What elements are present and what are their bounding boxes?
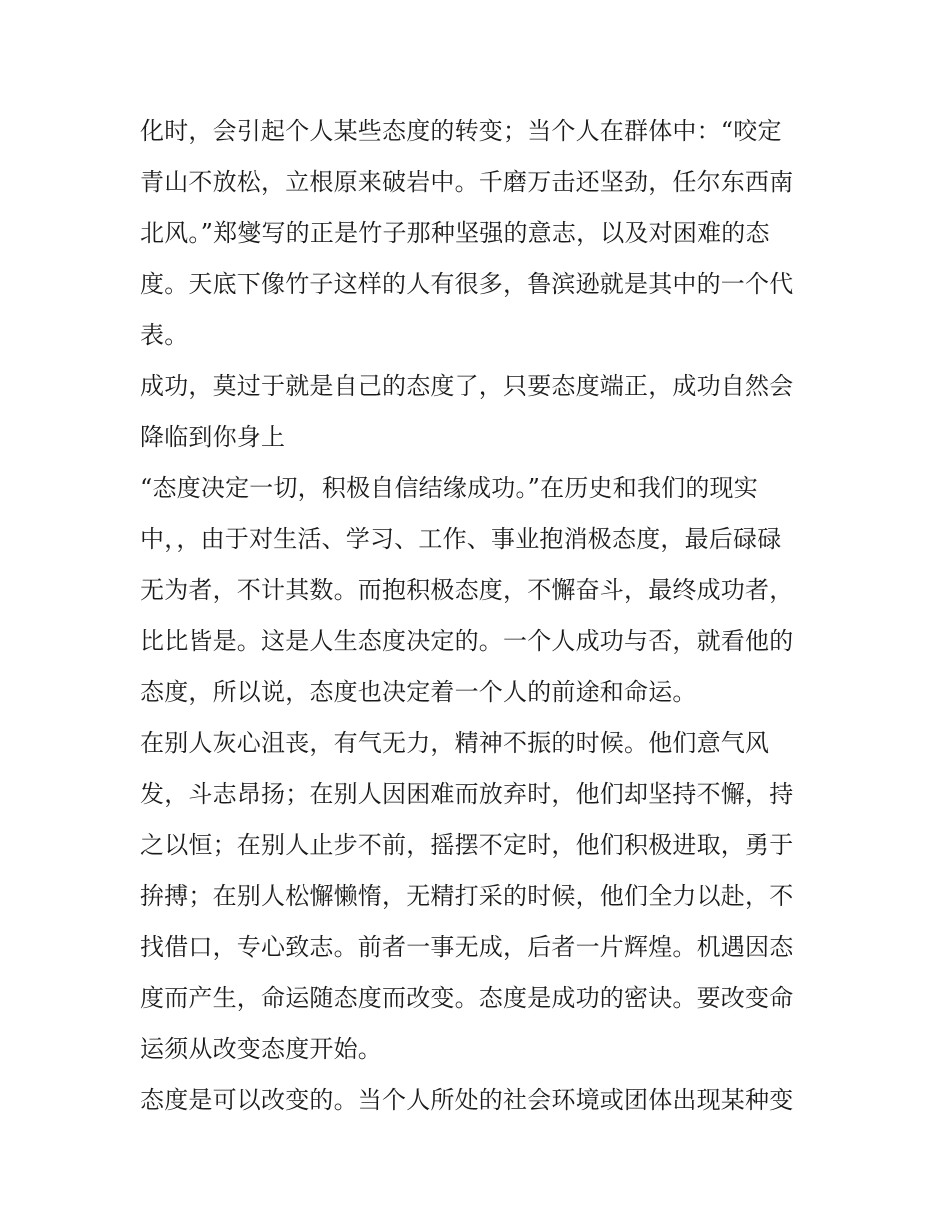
text-line: “态度决定一切，积极自信结缘成功。”在历史和我们的现实	[140, 474, 758, 502]
text-line: 度。天底下像竹子这样的人有很多，鲁滨逊就是其中的一个代	[140, 270, 794, 298]
text-line: 青山不放松，立根原来破岩中。千磨万击还坚劲，任尔东西南	[140, 168, 794, 196]
text-line: 化时，会引起个人某些态度的转变；当个人在群体中：“咬定	[140, 117, 782, 145]
text-line: 拚搏；在别人松懈懒惰，无精打采的时候，他们全力以赴，不	[140, 882, 794, 910]
text-line: 度而产生，命运随态度而改变。态度是成功的密诀。要改变命	[140, 984, 794, 1012]
text-line: 之以恒；在别人止步不前，摇摆不定时，他们积极进取，勇于	[140, 831, 794, 859]
text-line: 找借口，专心致志。前者一事无成，后者一片辉煌。机遇因态	[140, 933, 794, 961]
text-line: 在别人灰心沮丧，有气无力，精神不振的时候。他们意气风	[140, 729, 770, 757]
body-text	[140, 112, 820, 1132]
text-line: 中，，由于对生活、学习、工作、事业抱消极态度，最后碌碌	[140, 525, 782, 553]
text-line: 态度，所以说，态度也决定着一个人的前途和命运。	[140, 678, 697, 706]
text-line: 发，斗志昂扬；在别人因困难而放弃时，他们却坚持不懈，持	[140, 780, 794, 808]
text-line: 北风。”郑燮写的正是竹子那种坚强的意志，以及对困难的态	[140, 219, 770, 247]
text-line: 态度是可以改变的。当个人所处的社会环境或团体出现某种变	[140, 1086, 794, 1114]
text-line: 成功，莫过于就是自己的态度了，只要态度端正，成功自然会	[140, 372, 794, 400]
text-line: 无为者，不计其数。而抱积极态度，不懈奋斗，最终成功者，	[140, 576, 794, 604]
text-line: 运须从改变态度开始。	[140, 1035, 382, 1063]
text-line: 降临到你身上	[140, 423, 286, 451]
text-line: 表。	[140, 321, 189, 349]
text-line: 比比皆是。这是人生态度决定的。一个人成功与否，就看他的	[140, 627, 794, 655]
